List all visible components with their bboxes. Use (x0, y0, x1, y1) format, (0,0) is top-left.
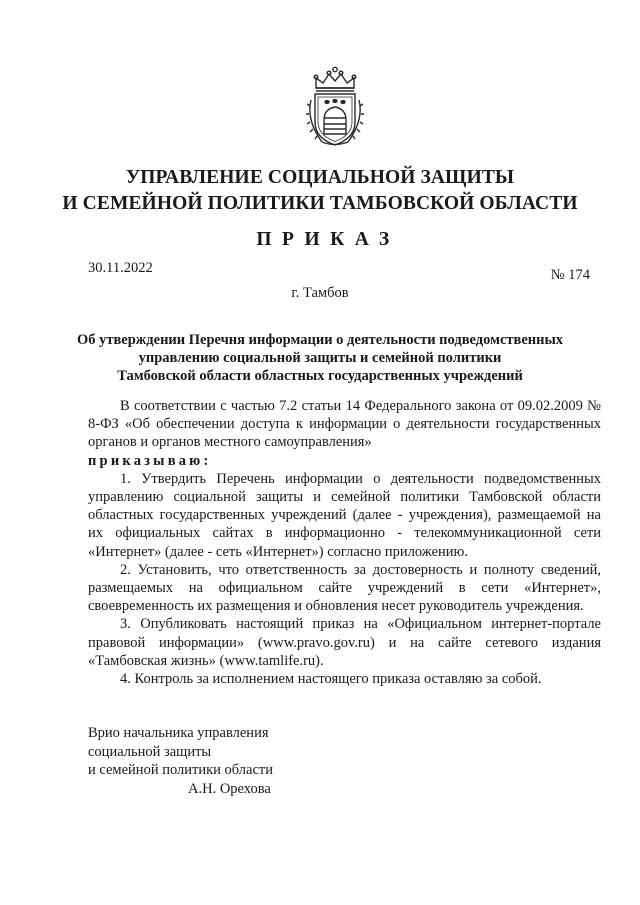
document-title-line: Об утверждении Перечня информации о деятельности подведомственных (76, 332, 564, 348)
order-word: приказываю: (88, 452, 212, 469)
document-title-line: Тамбовской области областных государственных учреждений (117, 368, 523, 384)
document-body (88, 397, 601, 688)
document-date: 30.11.2022 (88, 260, 153, 276)
order-item-2: 2. Установить, что ответственность за достоверность и полноту сведений, размещаемых на официальном сайте учреждений в сети «Интернет», своевременность их размещения и обновления несет руководитель учреждения. (88, 561, 601, 615)
order-item-3: 3. Опубликовать настоящий приказ на «Официальном интернет-портале правовой информации» (www.pravo.gov.ru) и на сайте сетевого издания «Тамбовская жизнь» (www.tamlife.ru). (88, 616, 601, 669)
document-city: г. Тамбов (291, 285, 349, 301)
order-item-1: 1. Утвердить Перечень информации о деятельности подведомственных управлению социальной защиты и семейной политики Тамбовской области областных государственных учреждений (далее - учреждения), размещаемой на их официальных сайтах в информационно - телекоммуникационной сети «Интернет» (далее - сеть «Интернет») согласно приложению. (88, 470, 601, 560)
signatory-position-line: и семейной политики области (88, 762, 274, 778)
signature-block (88, 724, 273, 798)
signatory-position-line: социальной защиты (88, 743, 212, 760)
organization-name-line2: И СЕМЕЙНОЙ ПОЛИТИКИ ТАМБОВСКОЙ ОБЛАСТИ (62, 193, 578, 214)
document-type: ПРИКАЗ (256, 229, 400, 250)
order-item-4: 4. Контроль за исполнением настоящего приказа оставляю за собой. (120, 671, 542, 688)
tambov-coat-of-arms-icon (302, 66, 368, 148)
document-title-line: управлению социальной защиты и семейной политики (138, 350, 502, 366)
signatory-name: А.Н. Орехова (188, 780, 271, 797)
organization-name-line1: УПРАВЛЕНИЕ СОЦИАЛЬНОЙ ЗАЩИТЫ (125, 167, 515, 188)
signatory-position-line: Врио начальника управления (88, 725, 269, 741)
document-number: № 174 (550, 267, 590, 283)
document-title (0, 331, 640, 385)
preamble-paragraph: В соответствии с частью 7.2 статьи 14 Федерального закона от 09.02.2009 № 8-ФЗ «Об обеспечении доступа к информации о деятельности государственных органов и органов местного самоуправления» (88, 398, 601, 451)
